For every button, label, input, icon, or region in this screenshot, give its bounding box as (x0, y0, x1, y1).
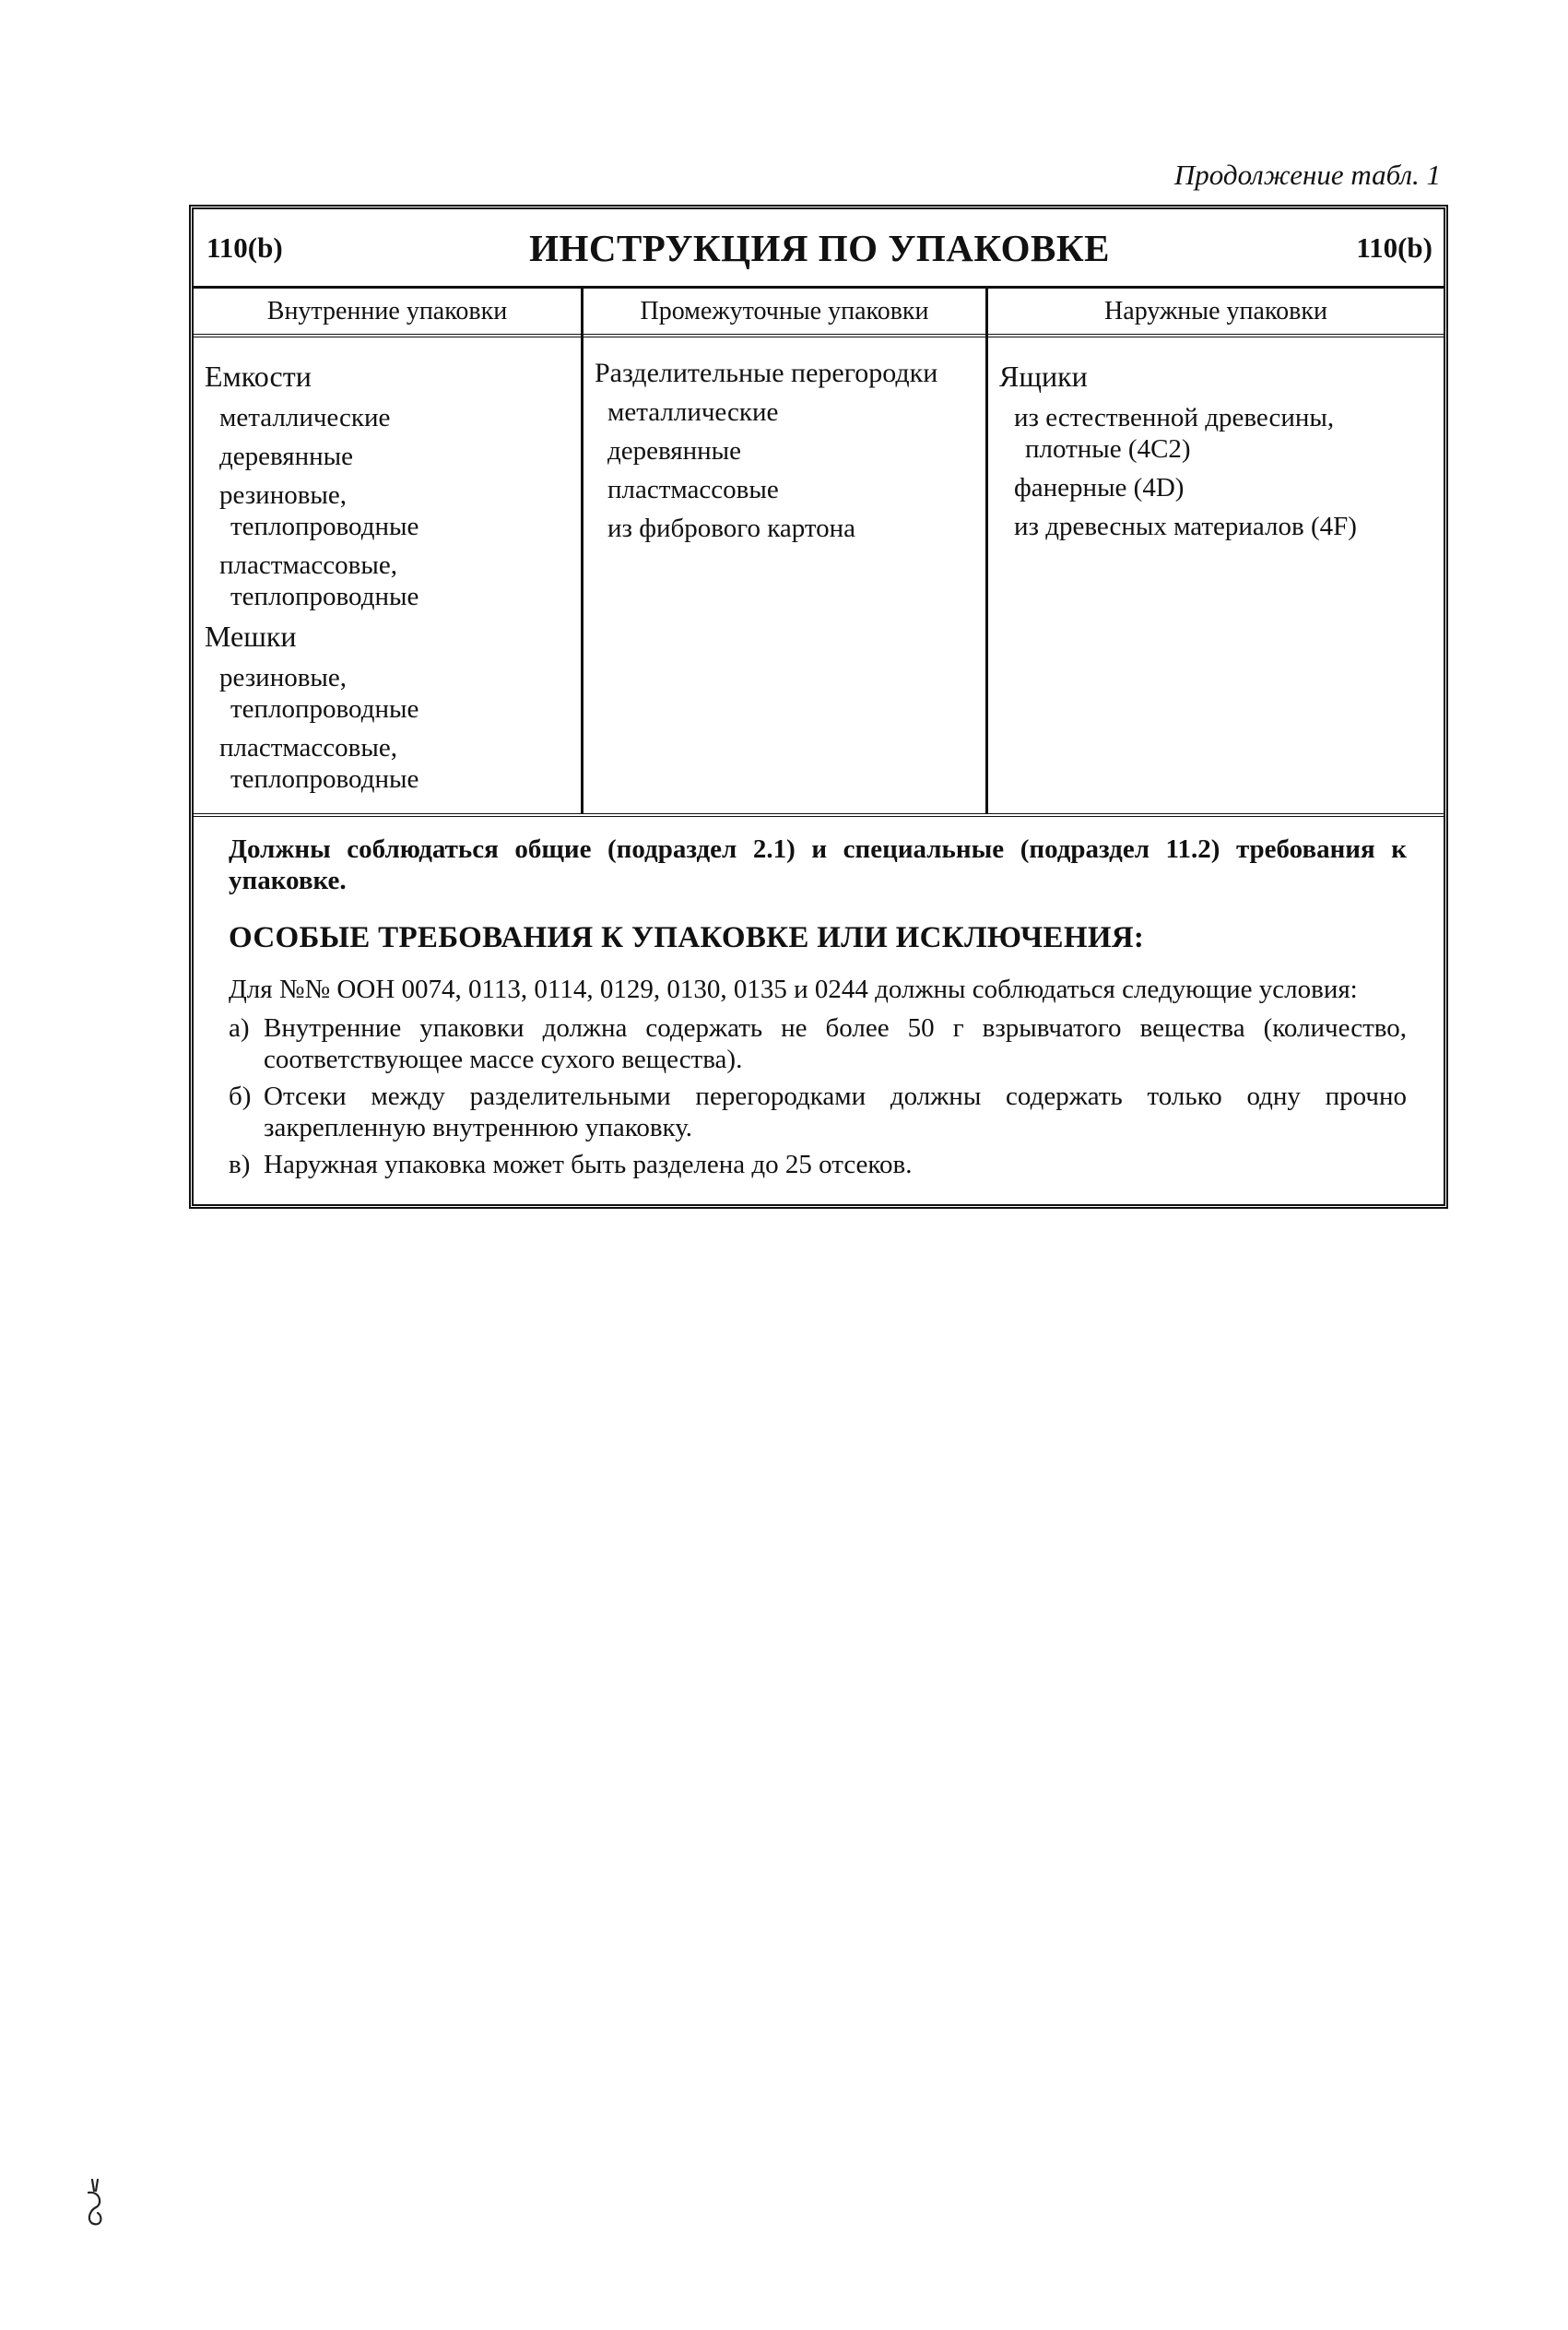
list-item: деревянные (607, 436, 742, 466)
condition-item: в) Наружная упаковка может быть разделена до 25 отсеков. (229, 1150, 913, 1179)
handwritten-mark-icon (83, 2176, 109, 2228)
column-header-outer: Наружные упаковки (988, 289, 1444, 337)
instruction-code-left: 110(b) (206, 231, 283, 264)
list-item: резиновые, теплопроводные (219, 480, 419, 541)
intermediate-column (584, 289, 988, 813)
instruction-code-right: 110(b) (1356, 231, 1432, 264)
list-item: из фибрового картона (607, 514, 856, 543)
continuation-label: Продолжение табл. 1 (1173, 159, 1441, 191)
outer-column (988, 289, 1444, 813)
inner-column (194, 289, 584, 813)
list-item: пластмассовые, теплопроводные (219, 733, 419, 794)
packaging-columns (194, 289, 1444, 813)
group-heading: Мешки (205, 620, 297, 653)
list-item: деревянные (219, 442, 354, 471)
table-title-row (194, 209, 1444, 289)
requirements-section (194, 813, 1444, 1204)
list-item: металлические (607, 397, 779, 427)
general-requirements: Должны соблюдаться общие (подраздел 2.1) и специальные (подраздел 11.2) требования к упаковке. (229, 834, 1407, 895)
list-item: пластмассовые (607, 475, 779, 504)
table-title: ИНСТРУКЦИЯ ПО УПАКОВКЕ (529, 226, 1110, 269)
condition-item: а) Внутренние упаковки должна содержать не более 50 г взрывчатого вещества (количество, соответствующее массе сухого вещества). (229, 1013, 1407, 1074)
special-requirements-intro: Для №№ ООН 0074, 0113, 0114, 0129, 0130, 0135 и 0244 должны соблюдаться следующие условия: (229, 975, 1358, 1004)
special-requirements-title: ОСОБЫЕ ТРЕБОВАНИЯ К УПАКОВКЕ ИЛИ ИСКЛЮЧЕНИЯ: (229, 921, 1145, 954)
list-item: металлические (219, 403, 391, 432)
list-item: из древесных материалов (4F) (1014, 512, 1357, 541)
condition-item: б) Отсеки между разделительными перегородками должны содержать только одну прочно закрепленную внутреннюю упаковку. (229, 1082, 1407, 1142)
group-heading: Емкости (205, 360, 312, 393)
column-header-inner: Внутренние упаковки (194, 289, 581, 337)
list-item: из естественной древесины, плотные (4C2) (1014, 403, 1335, 464)
packing-instruction-table (189, 205, 1448, 1209)
column-header-intermediate: Промежуточные упаковки (584, 289, 985, 337)
group-heading: Ящики (999, 360, 1088, 393)
list-item: пластмассовые, теплопроводные (219, 550, 419, 611)
group-heading: Разделительные перегородки (595, 358, 938, 388)
list-item: фанерные (4D) (1014, 473, 1185, 503)
list-item: резиновые, теплопроводные (219, 663, 419, 724)
